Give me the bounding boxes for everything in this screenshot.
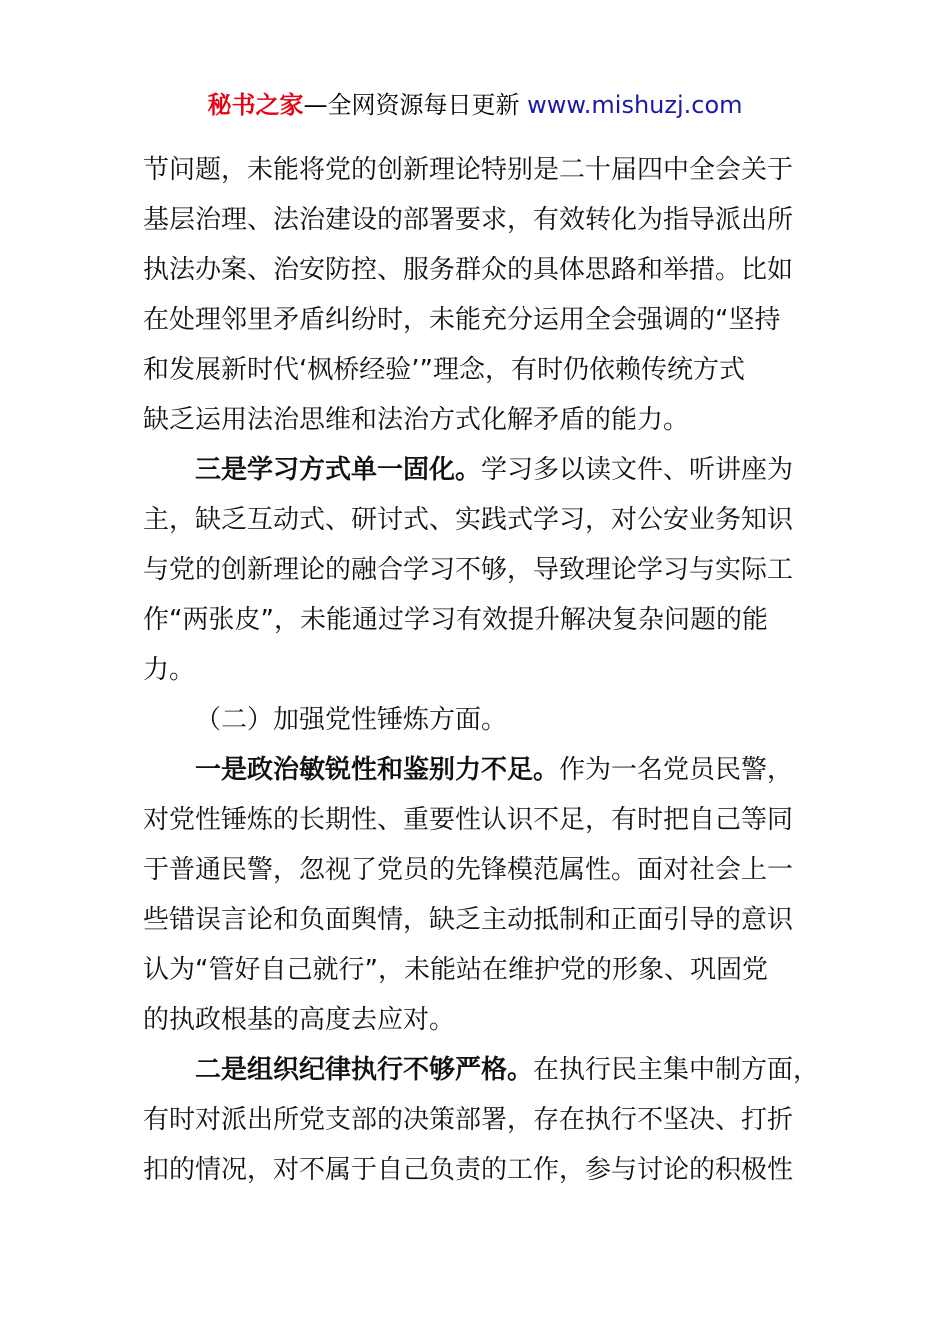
text-line: 的执政根基的高度去应对。 (143, 1005, 456, 1035)
paragraph-heading: 一是政治敏锐性和鉴别力不足。 (195, 755, 560, 785)
text-line: 些错误言论和负面舆情，缺乏主动抵制和正面引导的意识 (143, 905, 794, 935)
text-line: 对党性锤炼的长期性、重要性认识不足，有时把自己等同 (143, 805, 794, 835)
text-line: 基层治理、法治建设的部署要求，有效转化为指导派出所 (143, 205, 794, 235)
paragraph-text: 作为一名党员民警， (559, 755, 794, 785)
text-line: 认为“管好自己就行”，未能站在维护党的形象、巩固党 (143, 955, 768, 985)
section-heading: （二）加强党性锤炼方面。 (195, 705, 508, 735)
text-line: 缺乏运用法治思维和法治方式化解矛盾的能力。 (143, 405, 690, 435)
paragraph-text: 学习多以读文件、听讲座为 (481, 455, 794, 485)
paragraph-start-line (143, 745, 843, 795)
text-line: 扣的情况，对不属于自己负责的工作，参与讨论的积极性 (143, 1155, 794, 1185)
paragraph-start-line (143, 1045, 843, 1095)
site-header (0, 88, 950, 122)
text-line: 主，缺乏互动式、研讨式、实践式学习，对公安业务知识 (143, 505, 794, 535)
paragraph-heading: 二是组织纪律执行不够严格。 (195, 1055, 534, 1085)
paragraph-heading: 三是学习方式单一固化。 (195, 455, 482, 485)
text-line: 在处理邻里矛盾纠纷时，未能充分运用全会强调的“坚持 (143, 305, 781, 335)
site-brand: 秘书之家 (207, 91, 304, 119)
text-line: 节问题，未能将党的创新理论特别是二十届四中全会关于 (143, 155, 794, 185)
text-line: 与党的创新理论的融合学习不够，导致理论学习与实际工 (143, 555, 794, 585)
text-line: 有时对派出所党支部的决策部署，存在执行不坚决、打折 (143, 1105, 794, 1135)
paragraph-text: 在执行民主集中制方面， (533, 1055, 820, 1085)
paragraph-start-line (143, 445, 843, 495)
text-line: 和发展新时代‘枫桥经验’”理念，有时仍依赖传统方式 (143, 355, 745, 385)
text-line: 作“两张皮”，未能通过学习有效提升解决复杂问题的能 (143, 605, 768, 635)
site-slogan: —全网资源每日更新 (303, 91, 528, 119)
text-line: 执法办案、治安防控、服务群众的具体思路和举措。比如 (143, 255, 794, 285)
site-url-link[interactable]: www.mishuzj.com (527, 91, 743, 119)
text-line: 力。 (143, 655, 196, 685)
text-line: 于普通民警，忽视了党员的先锋模范属性。面对社会上一 (143, 855, 794, 885)
document-body (143, 145, 843, 1195)
